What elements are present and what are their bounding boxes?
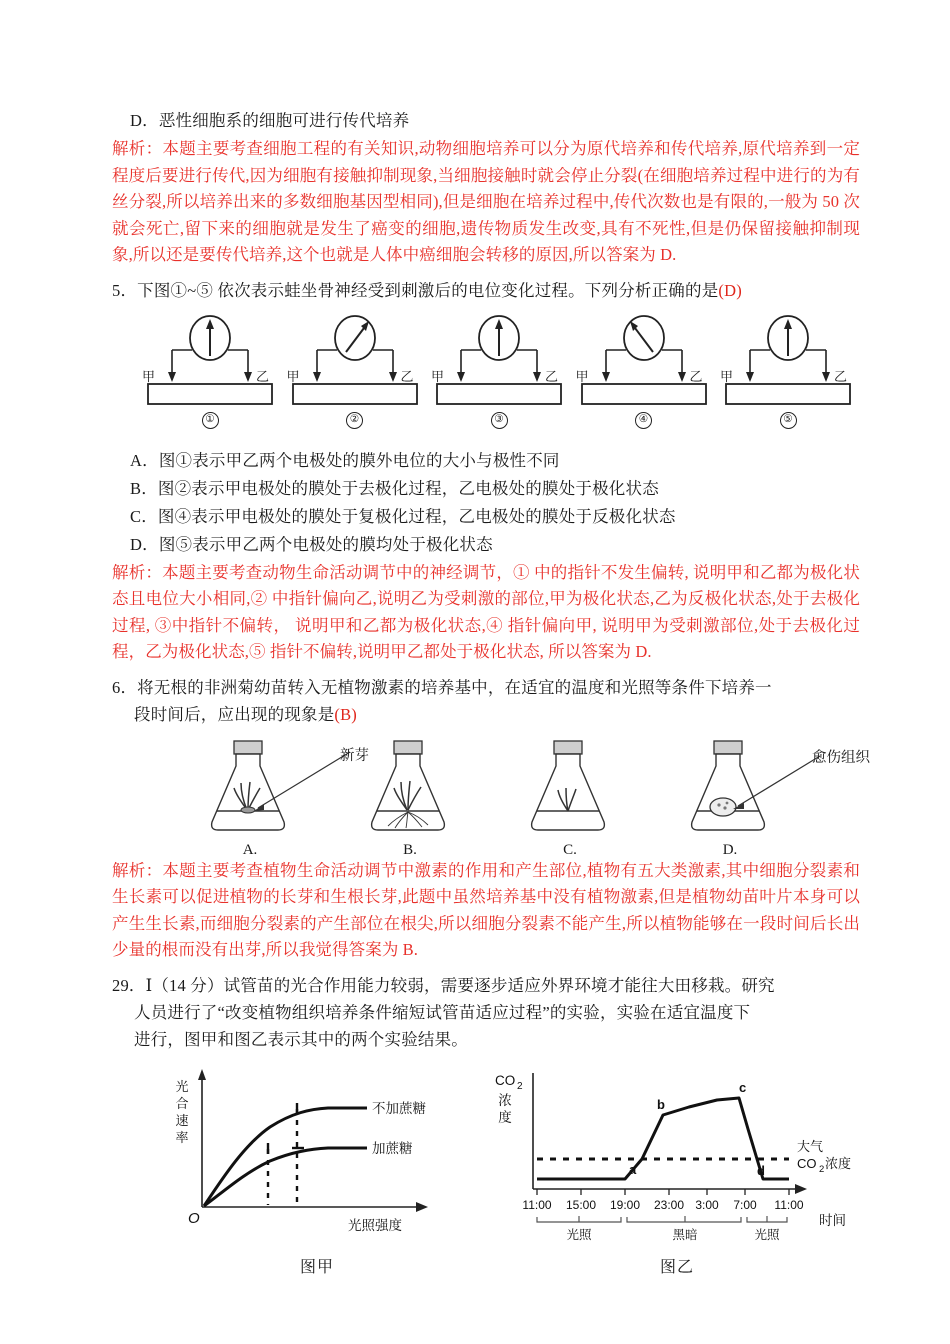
galvanometer-panel-2 (286, 314, 419, 426)
chart-caption-jia: 图甲 (299, 1258, 334, 1276)
panel-caption: ⑤ (724, 410, 852, 429)
svg-text:15:00: 15:00 (565, 1197, 597, 1212)
svg-text:c: c (739, 1079, 747, 1095)
q5-option-a: A．图①表示甲乙两个电极处的膜外电位的大小与极性不同 (130, 450, 560, 470)
q6-stem-line2: 段时间后，应出现的现象是 (134, 704, 335, 724)
q6-number: 6． (112, 677, 138, 697)
svg-text:黑暗: 黑暗 (672, 1227, 698, 1242)
flask-label-b: B. (403, 841, 417, 858)
q5-option-c: C．图④表示甲电极处的膜处于复极化过程，乙电极处的膜处于反极化状态 (130, 506, 676, 526)
flask-option-d (670, 738, 870, 859)
q6-explanation: 解析：本题主要考查植物生命活动调节中激素的作用和产生部位,植物有五大类激素,其中细胞分裂素和生长素可以促进植物的长芽和生根长芽,此题中虽然培养基中没有植物激素,但是植物幼苗叶片本身可以产生生长素,而细胞分裂素的产生部位在根尖,所以细胞分裂素不能产生,所以植物能够在一段时间后长出少量的根而没有出芽,所以我觉得答案为 B. (112, 860, 860, 959)
svg-text:光照强度: 光照强度 (348, 1217, 402, 1233)
panel-caption: ④ (580, 410, 708, 429)
galvanometer-panel-1 (142, 314, 274, 426)
q29-line1: 29．Ⅰ（14 分）试管苗的光合作用能力较弱，需要逐步适应外界环境才能往大田移栽。研究 (112, 975, 775, 995)
q5-number: 5． (112, 280, 138, 300)
svg-text:度: 度 (498, 1109, 512, 1125)
svg-text:O: O (188, 1209, 200, 1227)
panel-caption: ① (146, 410, 274, 429)
svg-text:浓: 浓 (498, 1092, 512, 1108)
svg-text:19:00: 19:00 (609, 1197, 641, 1212)
electrode-label-left: 甲 (431, 368, 445, 384)
flask-option-c (510, 738, 630, 859)
svg-text:时间: 时间 (819, 1212, 846, 1228)
svg-text:3:00: 3:00 (695, 1197, 719, 1212)
svg-text:光照: 光照 (566, 1227, 592, 1242)
callout-new-shoot: 新芽 (340, 747, 369, 764)
galvanometer-panel-3 (431, 314, 563, 426)
panel-caption: ③ (435, 410, 563, 429)
electrode-label-right: 乙 (400, 368, 414, 384)
svg-text:浓度: 浓度 (825, 1155, 852, 1171)
flask-label-d: D. (722, 841, 738, 858)
svg-text:11:00: 11:00 (522, 1197, 552, 1212)
flask-label-a: A. (242, 841, 258, 858)
q6-answer: (B) (334, 704, 358, 724)
svg-text:速: 速 (175, 1112, 189, 1128)
svg-text:不加蔗糖: 不加蔗糖 (372, 1100, 426, 1116)
svg-text:率: 率 (175, 1129, 189, 1145)
electrode-label-right: 乙 (689, 368, 703, 384)
svg-text:大气: 大气 (797, 1138, 824, 1154)
flask-label-c: C. (563, 841, 577, 858)
svg-text:7:00: 7:00 (733, 1197, 757, 1212)
galvanometer-panel-5 (720, 314, 852, 426)
galvanometer-panel-4 (575, 314, 708, 426)
svg-text:23:00: 23:00 (653, 1197, 685, 1212)
q5-stem (112, 277, 860, 304)
q5-answer: (D) (718, 280, 742, 300)
svg-text:d: d (757, 1162, 765, 1178)
callout-callus-tissue: 愈伤组织 (812, 749, 870, 766)
q5-option-d: D．图⑤表示甲乙两个电极处的膜均处于极化状态 (130, 534, 493, 554)
electrode-label-left: 甲 (286, 368, 300, 384)
svg-text:b: b (657, 1096, 665, 1112)
page-content (112, 108, 870, 1307)
svg-text:光照: 光照 (754, 1227, 780, 1242)
q29-line2: 人员进行了“改变植物组织培养条件缩短试管苗适应过程”的实验，实验在适宜温度下 (134, 1002, 751, 1022)
q6-stem-line2-wrap (112, 701, 860, 728)
svg-text:CO: CO (495, 1072, 516, 1088)
svg-text:合: 合 (175, 1095, 189, 1111)
electrode-label-left: 甲 (720, 368, 734, 384)
electrode-label-right: 乙 (545, 368, 559, 384)
chart-figure-jia (152, 1067, 482, 1277)
flask-option-a (190, 738, 369, 859)
q5-figure (112, 314, 860, 430)
svg-text:2: 2 (819, 1163, 825, 1175)
electrode-label-right: 乙 (256, 368, 270, 384)
svg-text:CO: CO (797, 1155, 817, 1171)
q5-explanation: 解析：本题主要考查动物生命活动调节中的神经调节，① 中的指针不发生偏转, 说明甲和乙都为极化状态且电位大小相同,② 中指针偏向乙,说明乙为受刺激的部位,甲为极化状态,乙为反极化状态,处于去极化过程, ③中指针不偏转， 说明甲和乙都为极化状态,④ 指针偏向甲, 说明甲为受刺激部位,处于去极化过程，乙为极化状态,⑤ 指针不偏转,说明甲乙都处于极化状态, 所以答案为 D. (112, 562, 860, 661)
q29-line3: 进行，图甲和图乙表示其中的两个实验结果。 (134, 1029, 468, 1049)
electrode-label-left: 甲 (142, 368, 156, 384)
electrode-label-right: 乙 (834, 368, 848, 384)
chart-caption-yi: 图乙 (659, 1258, 694, 1276)
flask-option-b (350, 738, 470, 859)
svg-text:加蔗糖: 加蔗糖 (372, 1140, 413, 1156)
svg-text:a: a (629, 1161, 637, 1177)
svg-text:光: 光 (175, 1078, 189, 1094)
chart-figure-yi (467, 1067, 887, 1277)
panel-caption: ② (291, 410, 419, 429)
q6-stem (112, 674, 860, 701)
svg-text:11:00: 11:00 (774, 1197, 804, 1212)
electrode-label-left: 甲 (575, 368, 589, 384)
q6-figure (112, 738, 870, 858)
q5-stem-text: 下图①~⑤ 依次表示蛙坐骨神经受到刺激后的电位变化过程。下列分析正确的是 (137, 280, 719, 300)
q5-option-b: B．图②表示甲电极处的膜处于去极化过程，乙电极处的膜处于极化状态 (130, 478, 659, 498)
svg-text:2: 2 (517, 1080, 523, 1092)
q4-option-d: D．恶性细胞系的细胞可进行传代培养 (130, 111, 410, 130)
q4-explanation: 解析：本题主要考查细胞工程的有关知识,动物细胞培养可以分为原代培养和传代培养,原代培养到一定程度后要进行传代,因为细胞有接触抑制现象,当细胞接触时就会停止分裂(在细胞培养过程中进行的为有丝分裂,所以培养出来的多数细胞基因型相同),但是细胞在培养过程中,传代次数也是有限的,一般为 50 次就会死亡,留下来的细胞就是发生了癌变的细胞,遗传物质发生改变,具有不死性,但是仍保留接触抑制现象,所以还是要传代培养,这个也就是人体中癌细胞会转移的原因,所以答案为 D. (112, 139, 860, 264)
q29-figures (112, 1067, 860, 1307)
q6-stem-line1: 将无根的非洲菊幼苗转入无植物激素的培养基中，在适宜的温度和光照等条件下培养一 (137, 677, 772, 697)
